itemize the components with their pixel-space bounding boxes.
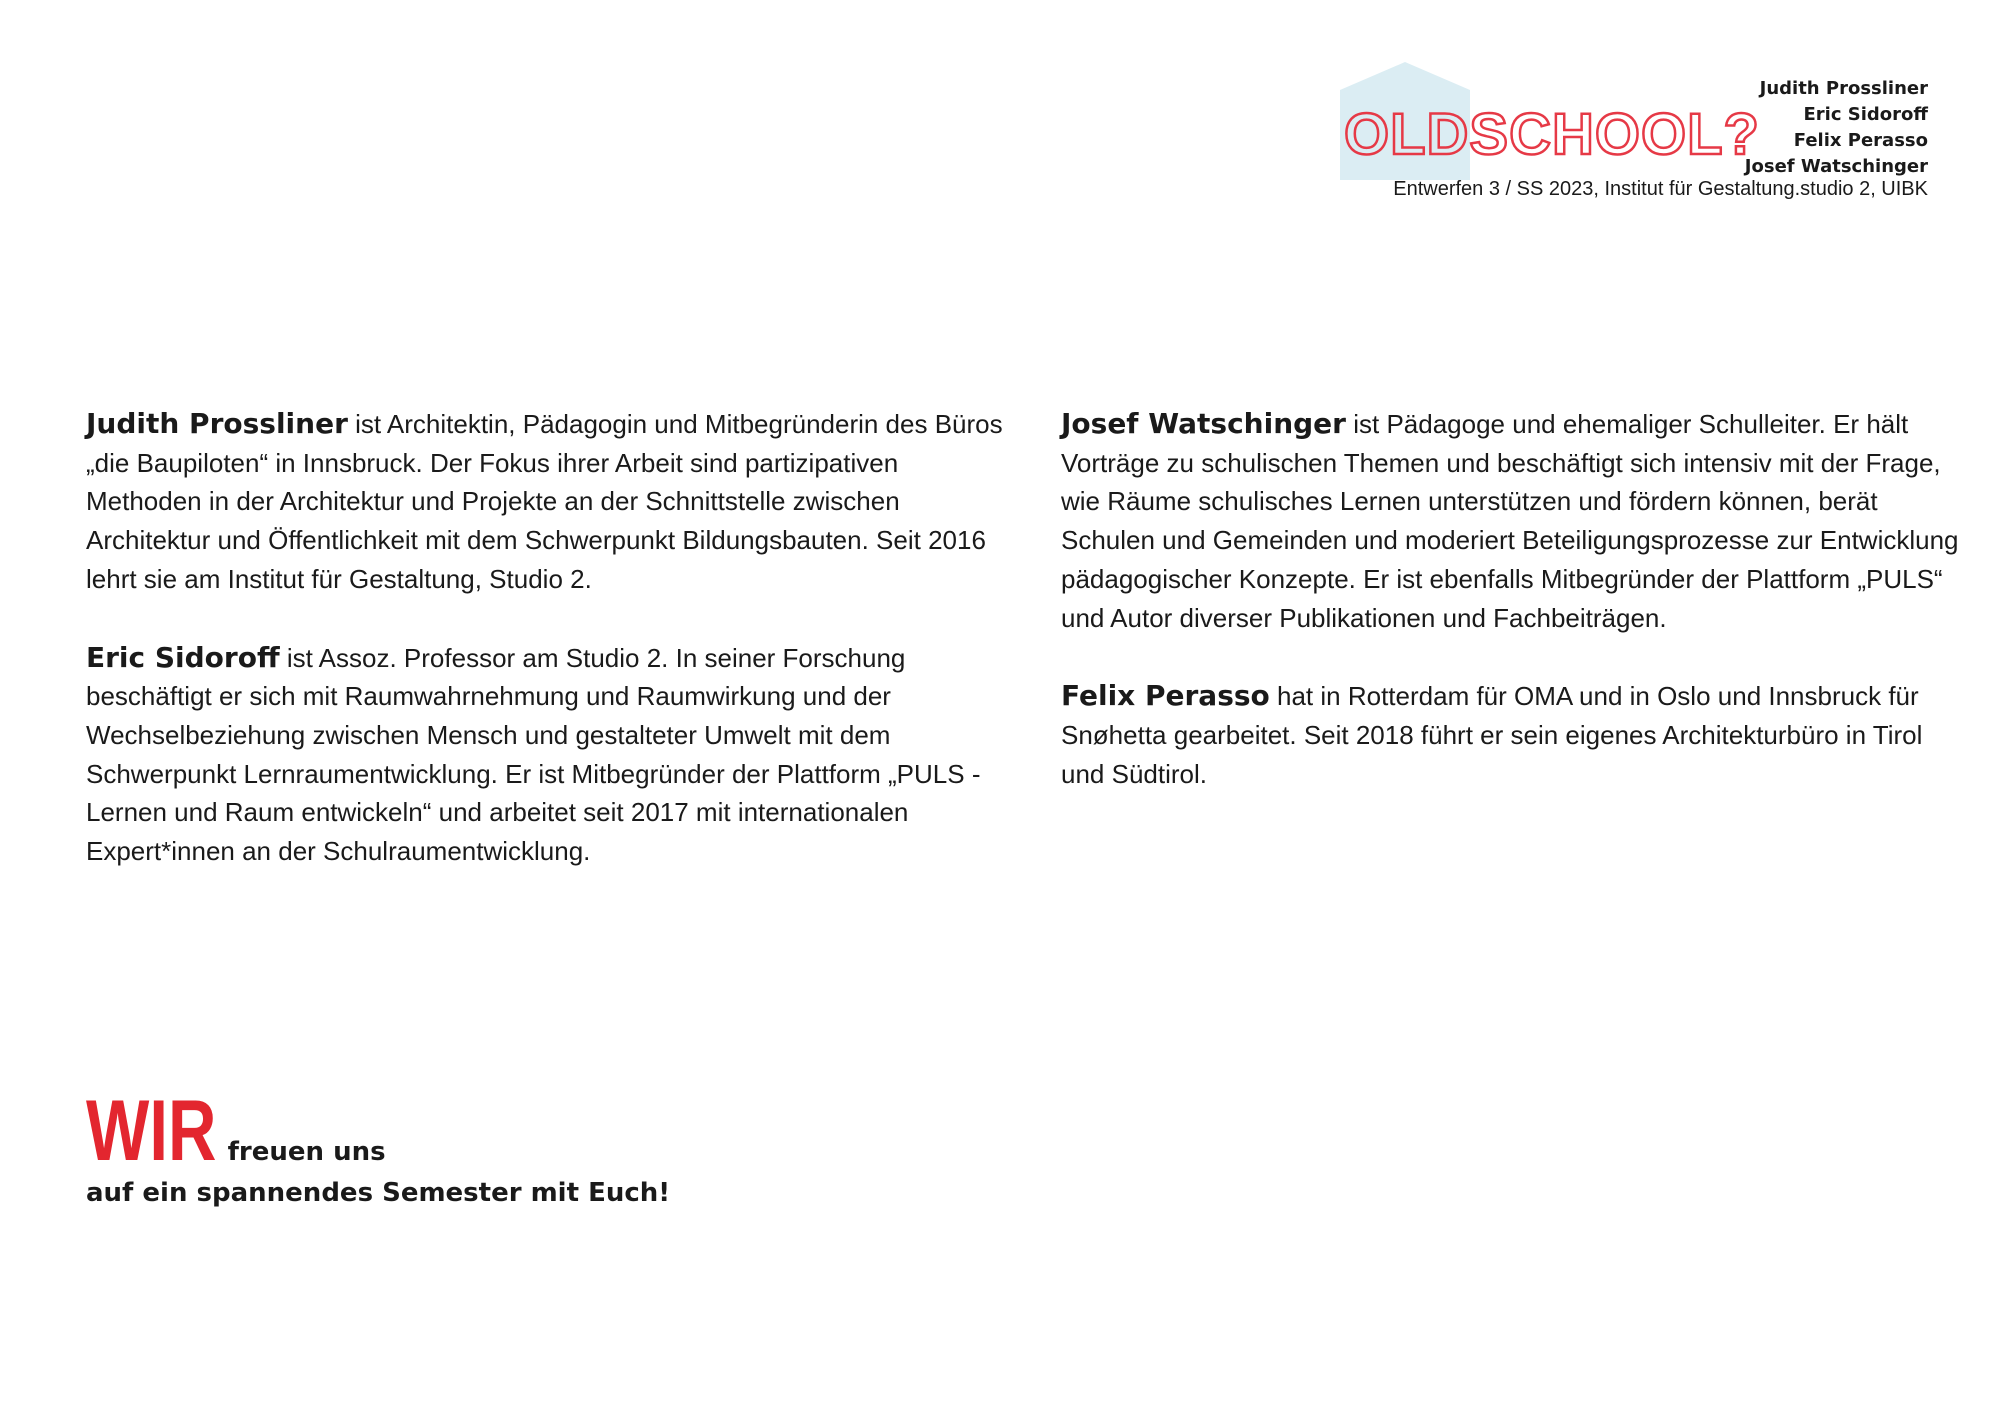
bio-name: Judith Prossliner (86, 407, 348, 440)
author-name: Judith Prossliner (1759, 78, 1928, 99)
bio-name: Felix Perasso (1061, 679, 1270, 713)
closing-line1: freuen uns (227, 1137, 386, 1167)
closing-highlight: WIR (86, 1083, 217, 1179)
oldschool-logo (1340, 62, 1760, 180)
bio-text: ist Architektin, Pädagogin und Mitbegründerin des Büros „die Baupiloten“ in Innsbruck. Der Fokus ihrer Arbeit sind partizipativen Methoden in der Architektur und Projekte an der Schnittstelle zwischen Architektur und Öffentlichkeit mit dem Schwerpunkt Bildungsbauten. Seit 2016 lehrt sie am Institut für Gestaltung, Studio 2. (86, 409, 1003, 594)
author-name: Eric Sidoroff (1803, 104, 1928, 125)
bio-column-left (86, 405, 1006, 911)
bio-name: Eric Sidoroff (86, 640, 280, 674)
bio-paragraph (1061, 677, 1961, 793)
bio-text: hat in Rotterdam für OMA und in Oslo und Innsbruck für Snøhetta gearbeitet. Seit 2018 führt er sein eigenes Architekturbüro in Tirol und Südtirol. (1061, 681, 1923, 789)
course-info: Entwerfen 3 / SS 2023, Institut für Gestaltung.studio 2, UIBK (1393, 178, 1928, 200)
bio-name: Josef Watschinger (1061, 407, 1346, 440)
closing-message (86, 1083, 671, 1208)
bio-text: ist Pädagoge und ehemaliger Schulleiter. Er hält Vorträge zu schulischen Themen und beschäftigt sich intensiv mit der Frage, wie Räume schulisches Lernen unterstützen und fördern können, berät Schulen und Gemeinden und moderiert Beteiligungsprozesse zur Entwicklung pädagogischer Konzepte. Er ist ebenfalls Mitbegründer der Plattform „PULS“ und Autor diverser Publikationen und Fachbeiträgen. (1061, 409, 1959, 633)
bio-paragraph (1061, 405, 1961, 637)
bio-text: ist Assoz. Professor am Studio 2. In seiner Forschung beschäftigt er sich mit Raumwahrnehmung und Raumwirkung und der Wechselbeziehung zwischen Mensch und gestalteter Umwelt mit dem Schwerpunkt Lernraumentwicklung. Er ist Mitbegründer der Plattform „PULS - Lernen und Raum entwickeln“ und arbeitet seit 2017 mit internationalen Expert*innen an der Schulraumentwicklung. (86, 642, 981, 867)
author-name: Josef Watschinger (1744, 156, 1928, 177)
bio-column-right (1061, 405, 1961, 833)
author-list (1745, 76, 1928, 180)
closing-line2: auf ein spannendes Semester mit Euch! (86, 1178, 671, 1208)
bio-paragraph (86, 405, 1006, 599)
logo-text: OLDSCHOOL? (1344, 102, 1760, 167)
bio-paragraph (86, 639, 1006, 871)
author-name: Felix Perasso (1793, 130, 1928, 151)
